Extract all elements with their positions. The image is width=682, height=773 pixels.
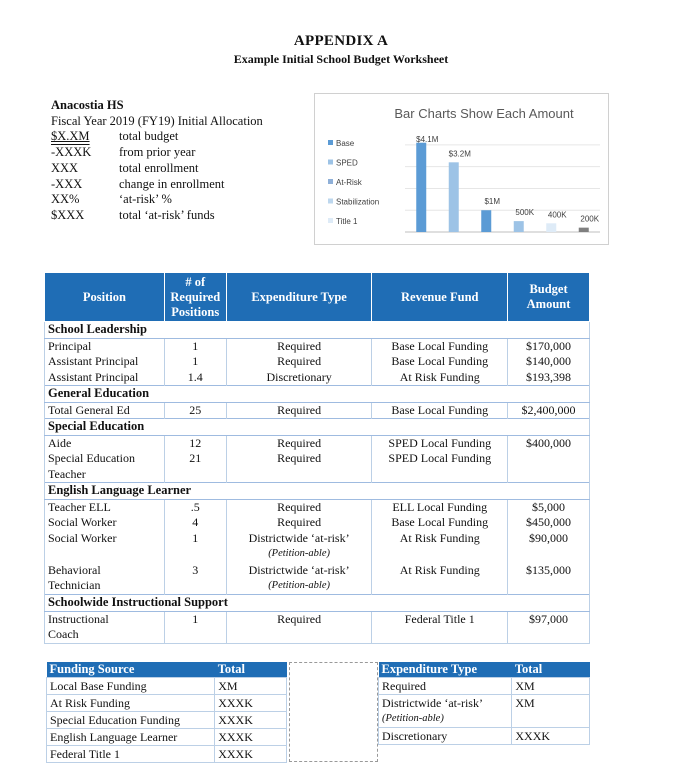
cell-total: XXXK — [512, 728, 590, 745]
chart-bar — [579, 228, 589, 232]
cell-count: 21 — [164, 451, 226, 483]
document-subtitle: Example Initial School Budget Worksheet — [233, 52, 449, 66]
header-text: # of — [185, 274, 206, 289]
cell-expenditure: Required — [226, 435, 372, 451]
summary-key: -XXXK — [51, 145, 92, 160]
section-label: Special Education — [45, 419, 590, 436]
cell-position: Assistant Principal — [45, 370, 165, 386]
cell-revenue: At Risk Funding — [372, 370, 508, 386]
legend-label: Stabilization — [336, 197, 380, 207]
table-row — [45, 499, 590, 515]
cell-position: Social Worker — [45, 515, 165, 531]
summary-key: XXX — [51, 160, 79, 175]
cell-source: Local Base Funding — [47, 678, 215, 695]
data-label: $4.1M — [416, 135, 439, 144]
cell-text: Special Education — [48, 451, 135, 465]
cell-amount: $90,000 — [508, 531, 590, 563]
positions-table — [44, 272, 590, 644]
cell-amount: $140,000 — [508, 354, 590, 370]
legend-swatch — [328, 160, 333, 165]
cell-source: At Risk Funding — [47, 695, 215, 712]
bar-chart-canvas — [315, 94, 608, 244]
table-row — [47, 746, 287, 763]
cell-amount: $193,398 — [508, 370, 590, 386]
cell-revenue: ELL Local Funding — [372, 499, 508, 515]
chart-bar — [449, 162, 459, 232]
cell-revenue: At Risk Funding — [372, 531, 508, 563]
cell-expenditure: Required — [226, 402, 372, 419]
section-row — [45, 419, 590, 436]
table-row — [45, 515, 590, 531]
section-row — [45, 483, 590, 500]
table-row — [45, 531, 590, 563]
cell-amount: $450,000 — [508, 515, 590, 531]
summary-row — [51, 161, 263, 177]
cell-count: 1.4 — [164, 370, 226, 386]
cell-revenue: SPED Local Funding — [372, 451, 508, 483]
cell-text: Districtwide ‘at-risk’ — [382, 696, 483, 710]
cell-source: Federal Title 1 — [47, 746, 215, 763]
cell-count: 1 — [164, 531, 226, 563]
cell-position: Assistant Principal — [45, 354, 165, 370]
section-label: School Leadership — [45, 322, 590, 339]
header-text: Required — [170, 289, 221, 304]
summary-row — [51, 192, 263, 208]
summary-value: total ‘at-risk’ funds — [119, 207, 215, 222]
table-row — [379, 728, 590, 745]
cell-revenue: Base Local Funding — [372, 515, 508, 531]
summary-key: XX% — [51, 192, 80, 207]
cell-text: Technician — [48, 578, 101, 592]
cell-total: XM — [512, 678, 590, 695]
legend-label: Title 1 — [336, 217, 358, 226]
section-row — [45, 595, 590, 612]
cell-total: XM — [512, 695, 590, 728]
chart-title: Bar Charts Show Each Amount — [394, 106, 574, 121]
cell-revenue: Base Local Funding — [372, 354, 508, 370]
school-name: Anacostia HS — [51, 98, 124, 112]
cell-count: 12 — [164, 435, 226, 451]
table-row — [45, 611, 590, 643]
header-text: Positions — [171, 304, 220, 319]
data-label: 200K — [580, 214, 600, 224]
cell-position — [45, 563, 165, 595]
petitionable-note: (Petition-able) — [268, 580, 330, 591]
cell-total: XM — [215, 678, 287, 695]
table-row — [45, 451, 590, 483]
cell-expenditure — [226, 531, 372, 563]
cell-expenditure: Discretionary — [226, 370, 372, 386]
table-row — [45, 338, 590, 354]
chart-bar — [416, 143, 426, 232]
summary-value: total enrollment — [119, 160, 199, 175]
cell-expenditure: Required — [226, 354, 372, 370]
table-row — [47, 712, 287, 729]
cell-revenue: Federal Title 1 — [372, 611, 508, 643]
header-row — [47, 662, 287, 678]
header-expenditure-type: Expenditure Type — [379, 662, 512, 678]
spacer-box — [289, 662, 378, 762]
table-row — [379, 695, 590, 728]
cell-text: Districtwide ‘at-risk’ — [248, 562, 350, 577]
cell-revenue: Base Local Funding — [372, 338, 508, 354]
cell-count: 3 — [164, 563, 226, 595]
header-position: Position — [45, 273, 165, 322]
fiscal-year: Fiscal Year 2019 (FY19) Initial Allocation — [51, 113, 263, 128]
cell-amount: $135,000 — [508, 563, 590, 595]
cell-position: Social Worker — [45, 531, 165, 563]
cell-type — [379, 695, 512, 728]
summary-key: $XXX — [51, 207, 85, 222]
cell-text: Coach — [48, 627, 79, 641]
section-label: English Language Learner — [45, 483, 590, 500]
summary-key: -XXX — [51, 176, 83, 191]
school-summary — [51, 98, 263, 224]
summary-row — [51, 145, 263, 161]
summary-value: from prior year — [119, 145, 196, 160]
bar-chart — [314, 93, 609, 245]
cell-expenditure: Required — [226, 338, 372, 354]
legend-label: Base — [336, 139, 355, 148]
cell-total: XXXK — [215, 729, 287, 746]
data-label: 400K — [547, 210, 567, 220]
summary-value: total budget — [119, 129, 179, 144]
data-label: $1M — [484, 197, 501, 207]
cell-text: Instructional — [48, 611, 109, 626]
header-total: Total — [215, 662, 287, 678]
data-label: 500K — [515, 208, 535, 218]
table-row — [45, 370, 590, 386]
summary-row — [51, 208, 263, 224]
cell-count: .5 — [164, 499, 226, 515]
cell-position: Aide — [45, 435, 165, 451]
legend-swatch — [328, 199, 333, 204]
table-row — [379, 678, 590, 695]
cell-type: Discretionary — [379, 728, 512, 745]
chart-bar — [546, 223, 556, 232]
table-row — [45, 354, 590, 370]
section-row — [45, 386, 590, 403]
header-text: Amount — [526, 297, 571, 311]
cell-position: Total General Ed — [45, 402, 165, 419]
header-funding-source: Funding Source — [47, 662, 215, 678]
header-row — [45, 273, 590, 322]
cell-amount — [508, 451, 590, 483]
data-label: $3.2M — [448, 149, 471, 159]
summary-key: $X.XM — [51, 129, 90, 144]
cell-text: Teacher — [48, 466, 86, 481]
legend-swatch — [328, 218, 333, 223]
table-row — [45, 402, 590, 419]
funding-source-table — [46, 662, 287, 763]
cell-position — [45, 451, 165, 483]
cell-count: 1 — [164, 611, 226, 643]
cell-amount: $400,000 — [508, 435, 590, 451]
cell-expenditure: Required — [226, 499, 372, 515]
section-label: General Education — [45, 386, 590, 403]
expenditure-type-table — [378, 662, 590, 745]
petitionable-note: (Petition-able) — [268, 548, 330, 559]
cell-count: 4 — [164, 515, 226, 531]
cell-expenditure: Required — [226, 451, 372, 483]
cell-total: XXXK — [215, 746, 287, 763]
table-row — [45, 435, 590, 451]
cell-text: Behavioral — [48, 562, 101, 577]
chart-bar — [481, 210, 491, 232]
header-budget-amount — [508, 273, 590, 322]
cell-position — [45, 611, 165, 643]
section-label: Schoolwide Instructional Support — [45, 595, 590, 612]
section-row — [45, 322, 590, 339]
cell-position: Principal — [45, 338, 165, 354]
legend-swatch — [328, 179, 333, 184]
cell-count: 25 — [164, 402, 226, 419]
cell-type: Required — [379, 678, 512, 695]
cell-amount: $97,000 — [508, 611, 590, 643]
chart-bar — [514, 221, 524, 232]
table-row — [47, 729, 287, 746]
summary-row — [51, 177, 263, 193]
header-required-positions — [164, 273, 226, 322]
legend-label: At-Risk — [336, 178, 362, 187]
cell-expenditure — [226, 563, 372, 595]
summary-value: change in enrollment — [119, 176, 225, 191]
cell-total: XXXK — [215, 712, 287, 729]
table-row — [47, 695, 287, 712]
cell-amount: $2,400,000 — [508, 402, 590, 419]
summary-value: ‘at-risk’ % — [119, 192, 172, 207]
header-row — [379, 662, 590, 678]
cell-source: English Language Learner — [47, 729, 215, 746]
cell-amount: $170,000 — [508, 338, 590, 354]
cell-revenue: Base Local Funding — [372, 402, 508, 419]
cell-expenditure: Required — [226, 611, 372, 643]
cell-expenditure: Required — [226, 515, 372, 531]
cell-source: Special Education Funding — [47, 712, 215, 729]
header-text: Budget — [529, 282, 568, 296]
summary-row — [51, 129, 263, 145]
cell-revenue: SPED Local Funding — [372, 435, 508, 451]
header-expenditure-type: Expenditure Type — [226, 273, 372, 322]
petitionable-note: (Petition-able) — [382, 713, 444, 724]
cell-total: XXXK — [215, 695, 287, 712]
cell-text: Districtwide ‘at-risk’ — [248, 530, 350, 545]
cell-revenue: At Risk Funding — [372, 563, 508, 595]
table-row — [45, 563, 590, 595]
header-revenue-fund: Revenue Fund — [372, 273, 508, 322]
legend-label: SPED — [336, 158, 358, 168]
cell-amount: $5,000 — [508, 499, 590, 515]
header-total: Total — [512, 662, 590, 678]
legend-swatch — [328, 140, 333, 145]
table-row — [47, 678, 287, 695]
cell-position: Teacher ELL — [45, 499, 165, 515]
cell-count: 1 — [164, 354, 226, 370]
cell-count: 1 — [164, 338, 226, 354]
document-title: APPENDIX A — [293, 33, 389, 49]
